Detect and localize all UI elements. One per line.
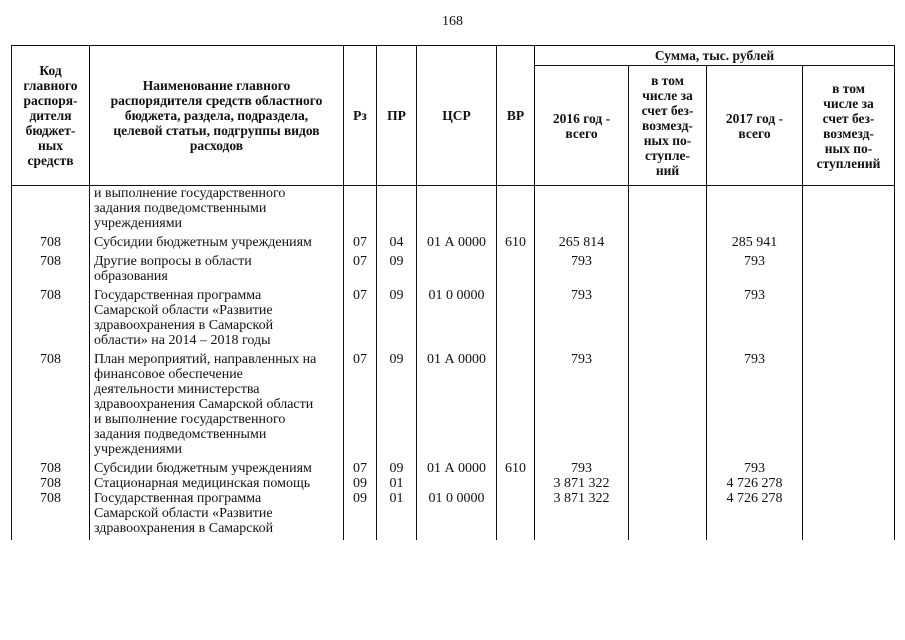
cell-2017-total: 793 [707, 254, 803, 288]
cell-2017-total: 793 [707, 352, 803, 461]
cell-2017-total [707, 186, 803, 236]
cell-code: 708 [12, 254, 90, 288]
table-row [12, 186, 895, 236]
cell-2016-total: 793 [535, 288, 629, 352]
table-row [12, 288, 895, 352]
header-2017-free: в том числе за счет без- возмезд- ных по- ступлений [803, 66, 895, 186]
cell-2016-free [629, 288, 707, 352]
cell-2017-total: 285 941 [707, 235, 803, 254]
cell-vr [497, 254, 535, 288]
cell-2016-free [629, 476, 707, 491]
cell-name: Государственная программа Самарской области «Развитие здравоохранения в Самарской области» на 2014 – 2018 годы [90, 288, 344, 352]
cell-2017-free [803, 288, 895, 352]
cell-2017-free [803, 235, 895, 254]
cell-csr [417, 476, 497, 491]
cell-csr [417, 186, 497, 236]
table-row [12, 254, 895, 288]
table-row [12, 352, 895, 461]
header-code: Код главного распоря- дителя бюджет- ных средств [12, 46, 90, 186]
cell-code: 708 [12, 491, 90, 540]
cell-code: 708 [12, 235, 90, 254]
cell-vr: 610 [497, 461, 535, 476]
cell-2016-total: 793 [535, 461, 629, 476]
cell-vr [497, 288, 535, 352]
header-2017-total: 2017 год - всего [707, 66, 803, 186]
table-row [12, 461, 895, 476]
cell-2016-total: 265 814 [535, 235, 629, 254]
cell-name: Субсидии бюджетным учреждениям [90, 461, 344, 476]
cell-name: Другие вопросы в области образования [90, 254, 344, 288]
cell-2016-free [629, 235, 707, 254]
cell-pr: 09 [377, 352, 417, 461]
cell-2017-free [803, 461, 895, 476]
cell-pr: 09 [377, 461, 417, 476]
cell-pr: 04 [377, 235, 417, 254]
cell-pr: 09 [377, 288, 417, 352]
cell-csr: 01 0 0000 [417, 491, 497, 540]
cell-2016-total: 793 [535, 254, 629, 288]
cell-pr [377, 186, 417, 236]
cell-2017-free [803, 352, 895, 461]
cell-2016-free [629, 186, 707, 236]
header-2016-total: 2016 год - всего [535, 66, 629, 186]
cell-code: 708 [12, 476, 90, 491]
budget-table [11, 45, 895, 540]
cell-code [12, 186, 90, 236]
cell-pr: 09 [377, 254, 417, 288]
cell-vr [497, 186, 535, 236]
cell-rz: 07 [344, 461, 377, 476]
cell-2016-total: 3 871 322 [535, 491, 629, 540]
cell-vr [497, 352, 535, 461]
cell-vr [497, 491, 535, 540]
cell-rz: 09 [344, 476, 377, 491]
cell-vr: 610 [497, 235, 535, 254]
table-row [12, 235, 895, 254]
cell-csr: 01 А 0000 [417, 235, 497, 254]
cell-rz: 07 [344, 254, 377, 288]
cell-2017-total: 4 726 278 [707, 476, 803, 491]
cell-2016-total: 3 871 322 [535, 476, 629, 491]
table-header [12, 46, 895, 186]
cell-2017-total: 793 [707, 288, 803, 352]
cell-rz [344, 186, 377, 236]
cell-2017-free [803, 476, 895, 491]
cell-name: Стационарная медицинская помощь [90, 476, 344, 491]
cell-2017-total: 4 726 278 [707, 491, 803, 540]
table-row [12, 476, 895, 491]
cell-rz: 09 [344, 491, 377, 540]
cell-2017-free [803, 186, 895, 236]
header-2016-free: в том числе за счет без- возмезд- ных по- ступле- ний [629, 66, 707, 186]
cell-2017-free [803, 491, 895, 540]
cell-2017-free [803, 254, 895, 288]
cell-code: 708 [12, 352, 90, 461]
cell-name: Субсидии бюджетным учреждениям [90, 235, 344, 254]
cell-csr: 01 А 0000 [417, 461, 497, 476]
cell-csr: 01 0 0000 [417, 288, 497, 352]
header-name: Наименование главного распорядителя средств областного бюджета, раздела, подраздела, целевой статьи, подгруппы видов расходов [90, 46, 344, 186]
cell-2016-free [629, 491, 707, 540]
cell-vr [497, 476, 535, 491]
cell-csr [417, 254, 497, 288]
cell-rz: 07 [344, 288, 377, 352]
page-number: 168 [442, 14, 463, 29]
cell-code: 708 [12, 461, 90, 476]
cell-2016-total [535, 186, 629, 236]
header-vr: ВР [497, 46, 535, 186]
cell-rz: 07 [344, 352, 377, 461]
cell-name: и выполнение государственного задания подведомственными учреждениями [90, 186, 344, 236]
cell-2017-total: 793 [707, 461, 803, 476]
table-body [12, 186, 895, 541]
cell-name: План мероприятий, направленных на финансовое обеспечение деятельности министерства здравоохранения Самарской области и выполнение государственного задания подведомственными учреждениями [90, 352, 344, 461]
cell-pr: 01 [377, 476, 417, 491]
cell-csr: 01 А 0000 [417, 352, 497, 461]
cell-name: Государственная программа Самарской области «Развитие здравоохранения в Самарской [90, 491, 344, 540]
cell-2016-free [629, 352, 707, 461]
cell-2016-total: 793 [535, 352, 629, 461]
cell-code: 708 [12, 288, 90, 352]
cell-pr: 01 [377, 491, 417, 540]
header-pr: ПР [377, 46, 417, 186]
cell-2016-free [629, 461, 707, 476]
header-csr: ЦСР [417, 46, 497, 186]
header-rz: Рз [344, 46, 377, 186]
table-row [12, 491, 895, 540]
cell-2016-free [629, 254, 707, 288]
header-sum-group: Сумма, тыс. рублей [535, 46, 895, 66]
cell-rz: 07 [344, 235, 377, 254]
